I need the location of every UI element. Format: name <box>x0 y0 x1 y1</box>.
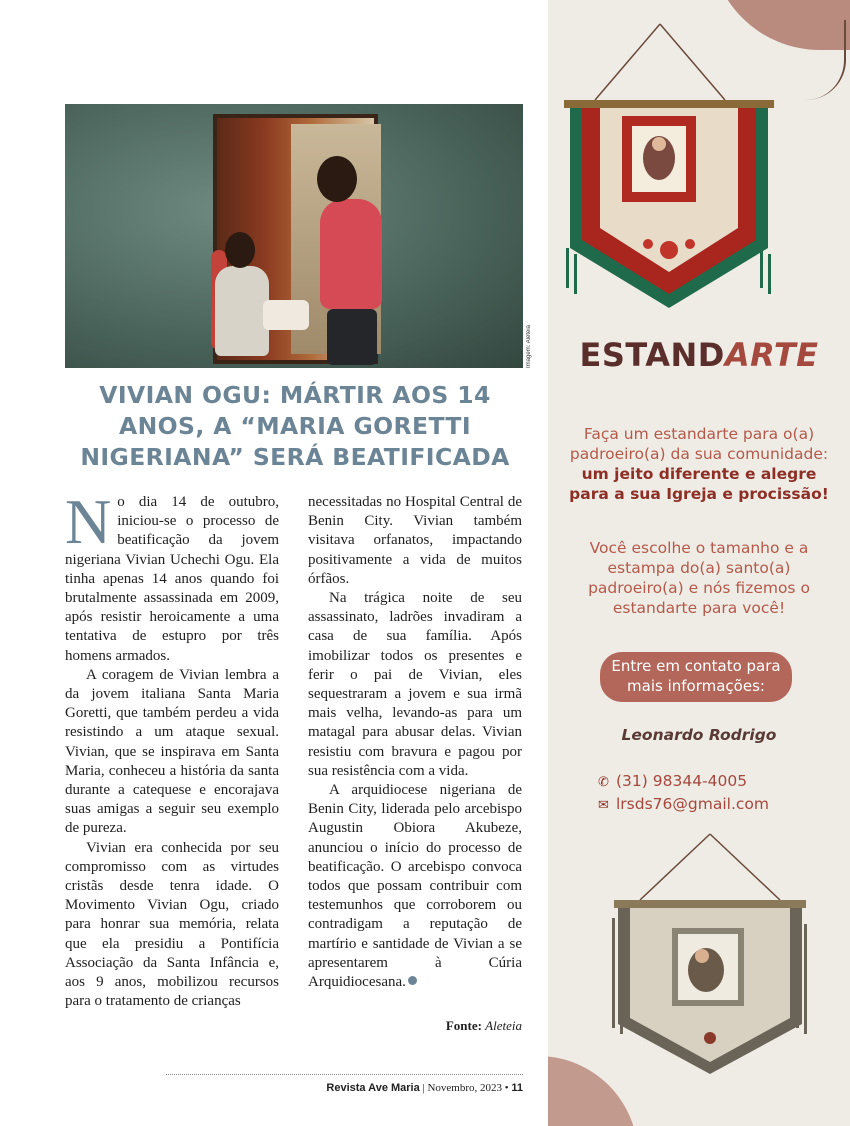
article-paragraph: necessitadas no Hospital Central de Benin City. Vivian também visitava orfanatos, impactando positivamente a vida de muitos órfãos. <box>308 494 522 587</box>
photo-woman-legs <box>327 309 377 365</box>
article-column-left <box>65 486 279 1011</box>
photo-woman-head <box>317 156 357 202</box>
brand-main: ESTAND <box>579 336 725 374</box>
decor-line <box>806 20 846 100</box>
article-paragraph: A coragem de Vivian lembra a da jovem italiana Santa Maria Goretti, que também perdeu a vida resistindo a um ataque sexual. Vivian, que se inspirava em Santa Maria, conheceu a história da santa durante a catequese e encorajava suas amigas a seguir seu exemplo de pureza. <box>65 666 279 837</box>
phone-icon: ✆ <box>598 775 609 790</box>
tagline-strong: um jeito diferente e alegre para a sua Igreja e procissão! <box>569 465 829 503</box>
contact-name: Leonardo Rodrigo <box>621 726 777 744</box>
brand-logo <box>548 336 850 374</box>
article-paragraph: Vivian era conhecida por seu compromisso com as virtudes cristãs desde tenra idade. O Movimento Vivian Ogu, criado para honrar sua memória, relata que ela presidiu a Pontifícia Associação da Santa Infância e, aos 9 anos, mobilizou recursos para o tratamento de crianças <box>65 839 279 1010</box>
advertisement <box>548 0 850 1126</box>
contact-phone <box>598 772 747 790</box>
paragraph-text: A arquidiocese nigeriana de Benin City, liderada pelo arcebispo Augustin Obiora Akubeze, anunciou o início do processo de beatificação. O arcebispo convoca todos que possam contribuir com testemunhos que corroborem ou contradigam a reputação de martírio e santidade de Vivian a se apresentarem à Cúria Arquidiocesana. <box>308 782 522 991</box>
magazine-name: Revista Ave Maria <box>326 1082 420 1094</box>
contact-cta-badge: Entre em contato para mais informações: <box>600 652 792 702</box>
ad-tagline <box>562 424 836 504</box>
email-address: lrsds76@gmail.com <box>616 795 769 813</box>
issue-date: | Novembro, 2023 • <box>422 1082 509 1094</box>
tagline-text: Faça um estandarte para o(a) padroeiro(a) da sua comunidade: <box>569 425 829 463</box>
photo-boy <box>215 266 269 356</box>
page-footer <box>166 1082 523 1094</box>
banner-image-top <box>560 18 778 318</box>
photo-woman <box>320 199 382 309</box>
paragraph-text: o dia 14 de outubro, iniciou-se o processo de beatificação da jovem nigeriana Vivian Uchechi Ogu. Ela tinha apenas 14 anos quando foi brutalmente assassinada em 2009, após resistir heroicamente a uma tentativa de estupro por três homens armados. <box>65 494 279 664</box>
photo-credit: Imagem: Aleteia <box>526 324 532 368</box>
contact-email <box>598 795 769 813</box>
article-paragraph: Na trágica noite de seu assassinato, ladrões invadiram a casa de sua família. Após imobilizar todos os presentes e ferir o pai de Vivian, eles sequestraram a jovem e sua irmã mais velha, levando-as para um matagal para abusar delas. Vivian resistiu com bravura e pagou por sua resistência com a vida. <box>308 590 522 779</box>
photo-gift <box>263 300 309 330</box>
page-number: 11 <box>511 1082 523 1094</box>
phone-number: (31) 98344-4005 <box>616 772 748 790</box>
email-icon: ✉ <box>598 798 609 813</box>
ad-description: Você escolhe o tamanho e a estampa do(a) santo(a) padroeiro(a) e nós fizemos o estandarte para você! <box>588 539 810 617</box>
article-headline: VIVIAN OGU: MÁRTIR AOS 14 ANOS, A “MARIA GORETTI NIGERIANA” SERÁ BEATIFICADA <box>80 381 510 471</box>
article-source <box>308 1018 522 1034</box>
end-mark-icon <box>408 976 417 985</box>
article-photo <box>65 104 523 368</box>
banner-image-bottom <box>610 828 810 1078</box>
source-label: Fonte: <box>445 1018 482 1033</box>
drop-cap: N <box>65 486 112 557</box>
article-paragraph <box>65 486 279 666</box>
photo-boy-head <box>225 232 255 268</box>
footer-rule <box>166 1074 523 1075</box>
article-paragraph <box>308 781 522 992</box>
article-column-right <box>308 493 522 992</box>
source-name: Aleteia <box>485 1018 522 1033</box>
brand-accent: ARTE <box>724 336 819 374</box>
